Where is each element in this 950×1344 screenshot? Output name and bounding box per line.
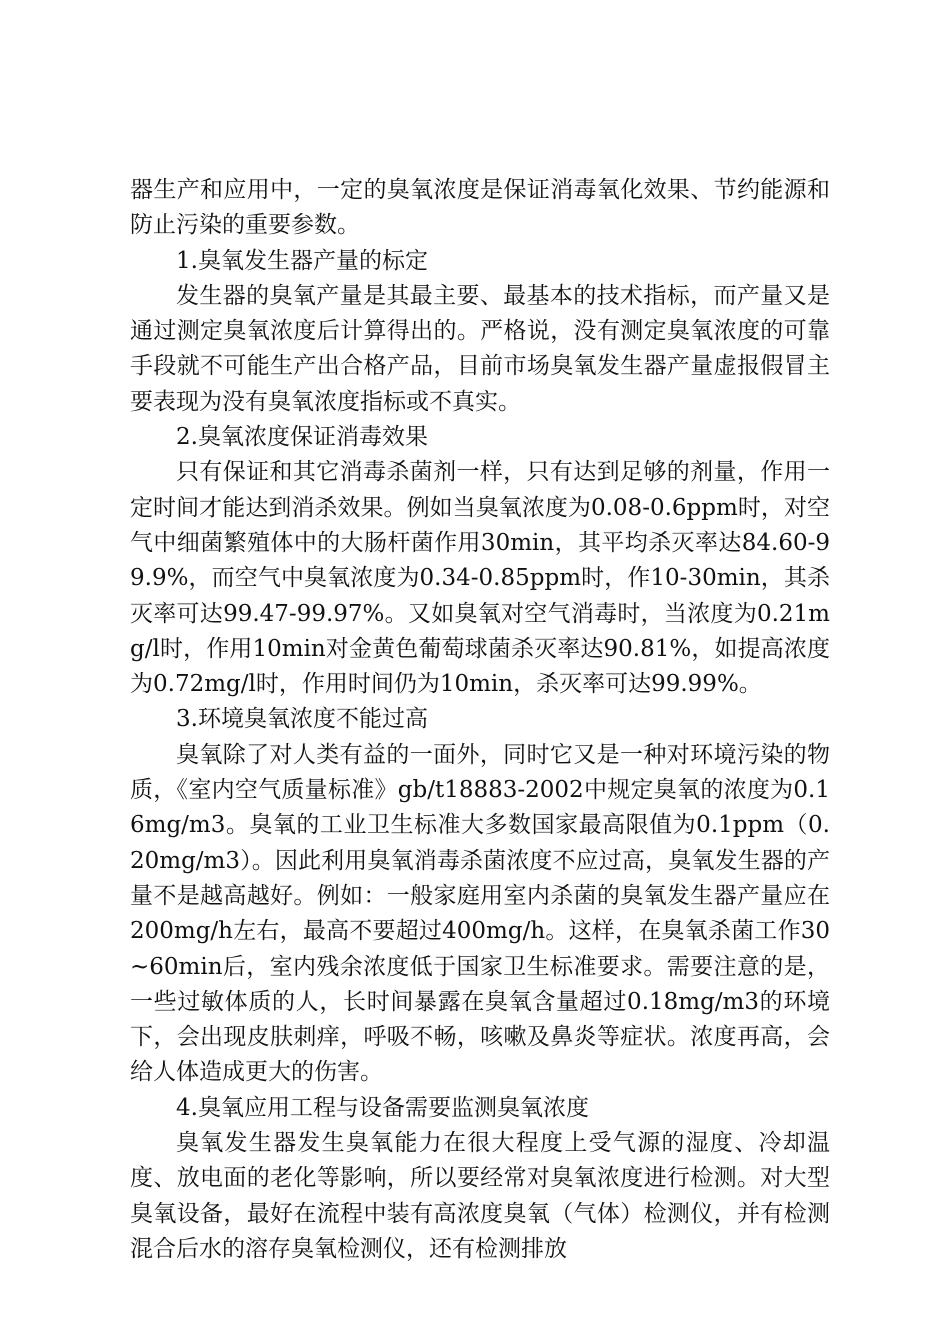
section-heading-2: 2.臭氧浓度保证消毒效果 [176,424,428,451]
body-paragraph-1: 发生器的臭氧产量是其最主要、最基本的技术指标，而产量又是通过测定臭氧浓度后计算得出的。严格说，没有测定臭氧浓度的可靠手段就不可能生产出合格产品，目前市场臭氧发生器产量虚报假冒主要表现为没有臭氧浓度指标或不真实。 [130,282,830,415]
document-page [130,173,830,1267]
body-paragraph-continued: 器生产和应用中，一定的臭氧浓度是保证消毒氧化效果、节约能源和防止污染的重要参数。 [130,177,830,239]
body-paragraph-3: 臭氧除了对人类有益的一面外，同时它又是一种对环境污染的物质，《室内空气质量标准》gb/t18883-2002中规定臭氧的浓度为0.16mg/m3。臭氧的工业卫生标准大多数国家最高限值为0.1ppm（0.20mg/m3）。因此利用臭氧消毒杀菌浓度不应过高，臭氧发生器的产量不是越高越好。例如：一般家庭用室内杀菌的臭氧发生器产量应在200mg/h左右，最高不要超过400mg/h。这样，在臭氧杀菌工作30~60min后，室内残余浓度低于国家卫生标准要求。需要注意的是，一些过敏体质的人，长时间暴露在臭氧含量超过0.18mg/m3的环境下，会出现皮肤刺痒，呼吸不畅，咳嗽及鼻炎等症状。浓度再高，会给人体造成更大的伤害。 [130,741,830,1086]
body-paragraph-4: 臭氧发生器发生臭氧能力在很大程度上受气源的湿度、冷却温度、放电面的老化等影响，所以要经常对臭氧浓度进行检测。对大型臭氧设备，最好在流程中装有高浓度臭氧（气体）检测仪，并有检测混合后水的溶存臭氧检测仪，还有检测排放 [130,1130,830,1262]
body-paragraph-2: 只有保证和其它消毒杀菌剂一样，只有达到足够的剂量，作用一定时间才能达到消杀效果。例如当臭氧浓度为0.08-0.6ppm时，对空气中细菌繁殖体中的大肠杆菌作用30min，其平均杀灭率达84.60-99.9%，而空气中臭氧浓度为0.34-0.85ppm时，作10-30min，其杀灭率可达99.47-99.97%。又如臭氧对空气消毒时，当浓度为0.21mg/l时，作用10min对金黄色葡萄球菌杀灭率达90.81%，如提高浓度为0.72mg/l时，作用时间仍为10min，杀灭率可达99.99%。 [130,459,830,698]
section-heading-1: 1.臭氧发生器产量的标定 [176,247,428,274]
section-heading-4: 4.臭氧应用工程与设备需要监测臭氧浓度 [176,1094,589,1121]
section-heading-3: 3.环境臭氧浓度不能过高 [176,706,428,733]
